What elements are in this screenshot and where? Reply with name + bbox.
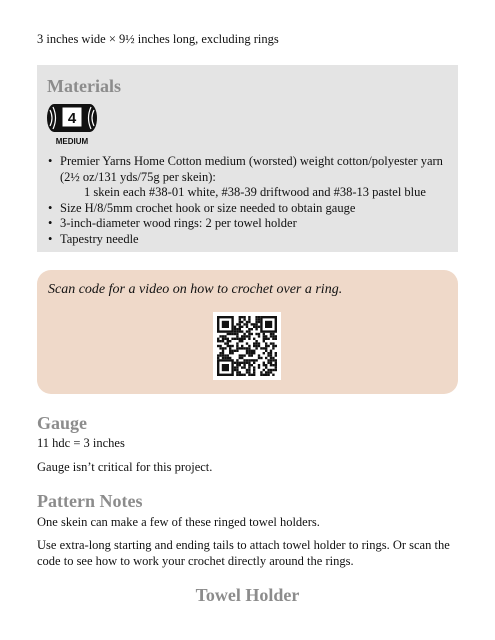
list-item — [47, 154, 452, 201]
list-item: • Tapestry needle — [47, 232, 452, 248]
materials-list — [47, 154, 452, 248]
pattern-notes-heading: Pattern Notes — [37, 491, 143, 511]
materials-box — [37, 65, 458, 252]
gauge-heading: Gauge — [37, 413, 88, 433]
towel-holder-heading: Towel Holder — [195, 585, 300, 605]
materials-sub-item: 1 skein each #38-01 white, #38-39 driftwood and #38-13 pastel blue — [84, 185, 426, 200]
gauge-line-2: Gauge isn’t critical for this project. — [37, 460, 213, 474]
yarn-weight-label: MEDIUM — [55, 137, 89, 146]
video-callout-text: Scan code for a video on how to crochet over a ring. — [48, 282, 343, 297]
video-callout — [37, 270, 458, 394]
yarn-weight-number: 4 — [67, 110, 77, 127]
materials-heading: Materials — [47, 76, 121, 96]
size-line: 3 inches wide × 9½ inches long, excluding rings — [37, 32, 279, 46]
list-item: • Size H/8/5mm crochet hook or size needed to obtain gauge — [47, 201, 452, 217]
yarn-weight-icon — [46, 102, 98, 148]
qr-code[interactable] — [213, 312, 281, 380]
pattern-notes-line-1: One skein can make a few of these ringed towel holders. — [37, 515, 320, 529]
gauge-line-1: 11 hdc = 3 inches — [37, 436, 125, 450]
materials-item-yarn: Premier Yarns Home Cotton medium (worsted) weight cotton/polyester yarn (2½ oz/131 yds/75g per skein): — [60, 154, 443, 184]
pattern-notes-line-2: Use extra-long starting and ending tails to attach towel holder to rings. Or scan the code to see how to work your crochet directly around the rings. — [37, 538, 450, 568]
list-item: • 3-inch-diameter wood rings: 2 per towel holder — [47, 216, 452, 232]
